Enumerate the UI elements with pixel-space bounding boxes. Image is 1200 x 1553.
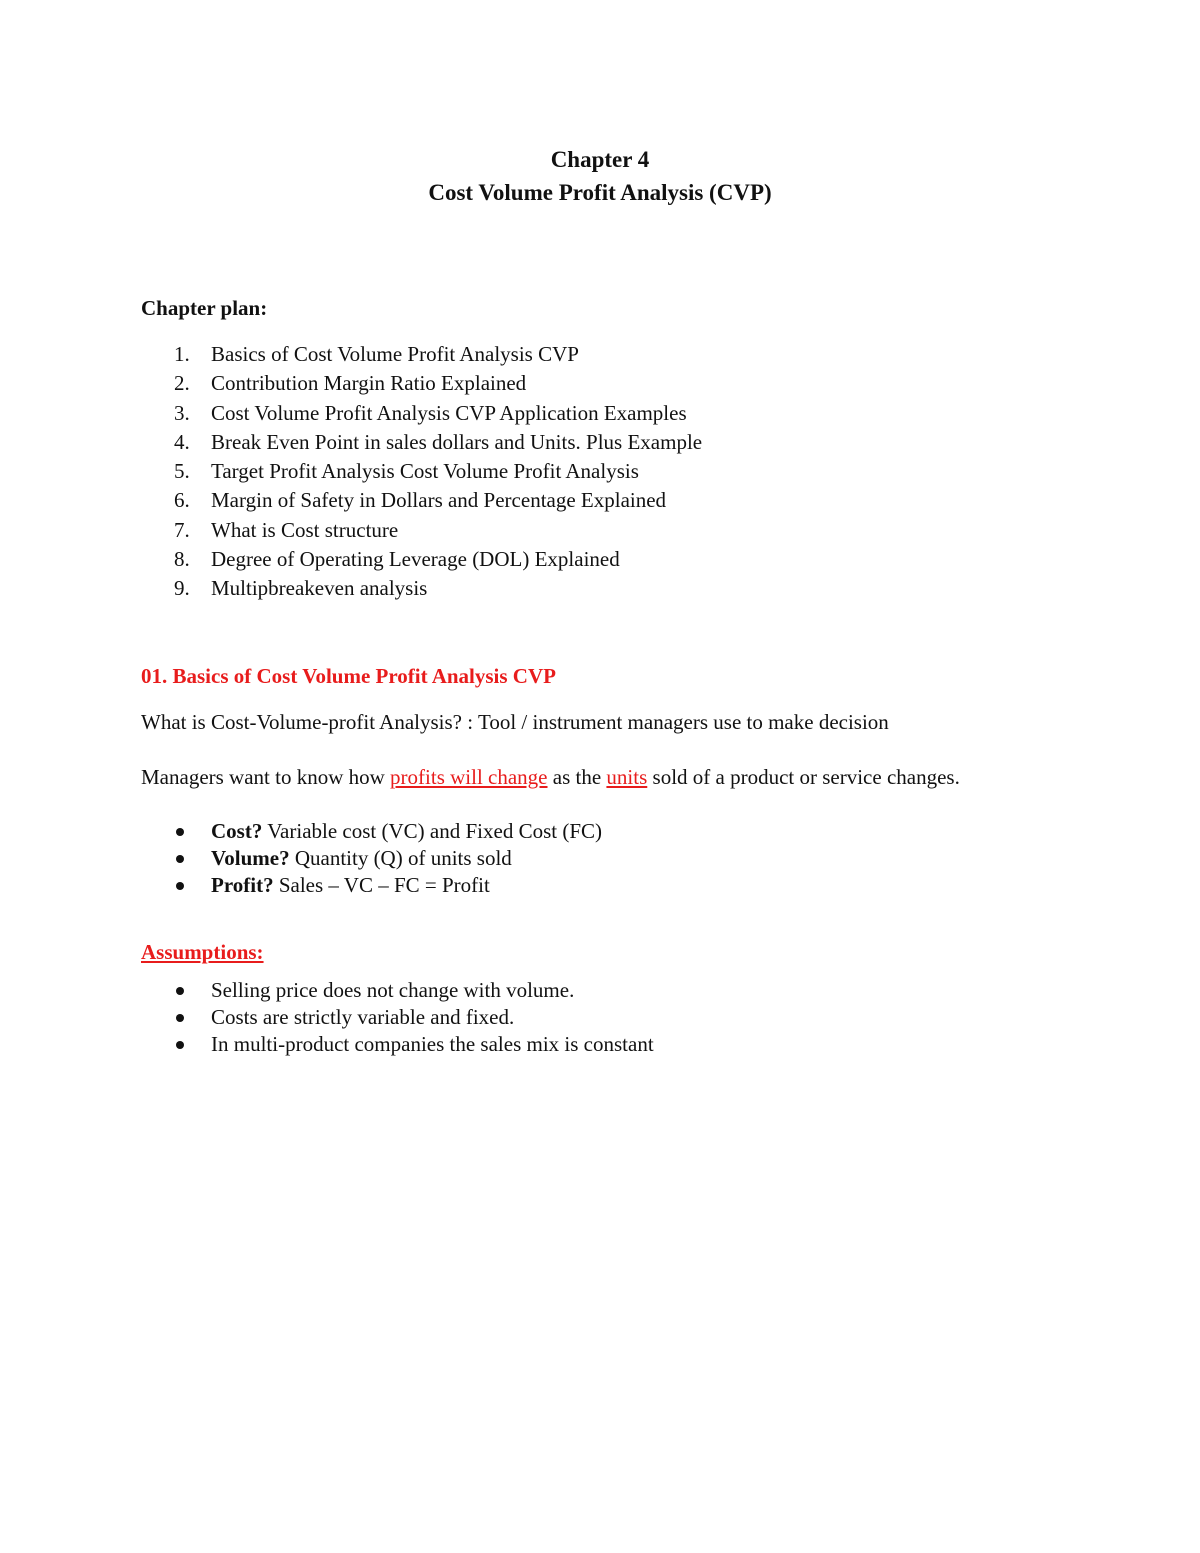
list-number: 5. xyxy=(174,459,190,484)
list-item xyxy=(141,486,702,515)
list-item xyxy=(141,574,702,603)
list-item xyxy=(141,399,702,428)
bullet-icon xyxy=(176,855,184,863)
list-number: 9. xyxy=(174,576,190,601)
paragraph-text: sold of a product or service changes. xyxy=(647,765,960,789)
bullet-icon xyxy=(176,987,184,995)
list-item xyxy=(141,428,702,457)
list-number: 8. xyxy=(174,547,190,572)
list-item-text: Multipbreakeven analysis xyxy=(211,576,428,601)
bullet-icon xyxy=(176,1014,184,1022)
bullet-text: Quantity (Q) of units sold xyxy=(289,846,512,870)
list-item xyxy=(141,369,702,398)
list-item-text: Contribution Margin Ratio Explained xyxy=(211,371,527,396)
chapter-plan-list xyxy=(141,340,702,604)
list-item-text: Margin of Safety in Dollars and Percentage Explained xyxy=(211,488,667,513)
list-item-text: What is Cost structure xyxy=(211,517,399,542)
chapter-title: Cost Volume Profit Analysis (CVP) xyxy=(428,180,772,205)
section-heading: 01. Basics of Cost Volume Profit Analysis CVP xyxy=(141,664,556,688)
managers-paragraph xyxy=(141,765,960,790)
list-item-text: Target Profit Analysis Cost Volume Profit Analysis xyxy=(211,459,639,484)
highlight-profits-will-change: profits will change xyxy=(390,765,548,789)
bullet-term: Profit? xyxy=(211,873,274,897)
definition-paragraph: What is Cost-Volume-profit Analysis? : Tool / instrument managers use to make decision xyxy=(141,710,889,734)
list-item xyxy=(141,1004,654,1031)
bullet-text: Selling price does not change with volume. xyxy=(211,978,575,1002)
list-item xyxy=(141,1031,654,1058)
list-item xyxy=(141,457,702,486)
chapter-number: Chapter 4 xyxy=(550,147,650,172)
list-item xyxy=(141,340,702,369)
list-item xyxy=(141,516,702,545)
list-item xyxy=(141,545,702,574)
assumptions-list xyxy=(141,977,654,1058)
bullet-term: Cost? xyxy=(211,819,263,843)
bullet-icon xyxy=(176,828,184,836)
paragraph-text: Managers want to know how xyxy=(141,765,391,789)
list-number: 1. xyxy=(174,342,190,366)
list-item xyxy=(141,872,602,899)
list-item-text: Break Even Point in sales dollars and Units. Plus Example xyxy=(211,429,703,454)
list-number: 7. xyxy=(174,517,190,542)
list-item xyxy=(141,845,602,872)
list-number: 4. xyxy=(174,429,190,454)
list-number: 2. xyxy=(174,371,190,396)
paragraph-text: as the xyxy=(547,765,607,789)
list-item xyxy=(141,977,654,1004)
list-item xyxy=(141,818,602,845)
highlight-units: units xyxy=(606,765,648,789)
bullet-icon xyxy=(176,882,184,890)
bullet-icon xyxy=(176,1041,184,1049)
list-number: 6. xyxy=(174,488,190,513)
list-number: 3. xyxy=(174,400,190,425)
list-item-text: Basics of Cost Volume Profit Analysis CVP xyxy=(211,342,579,366)
bullet-text: Sales – VC – FC = Profit xyxy=(273,873,490,897)
chapter-title-block xyxy=(0,143,1200,209)
bullet-text: Costs are strictly variable and fixed. xyxy=(211,1005,515,1029)
cvp-bullet-list xyxy=(141,818,602,899)
bullet-term: Volume? xyxy=(211,846,290,870)
assumptions-heading: Assumptions: xyxy=(141,940,264,964)
list-item-text: Degree of Operating Leverage (DOL) Explained xyxy=(211,547,620,572)
chapter-plan-heading: Chapter plan: xyxy=(141,296,268,320)
bullet-text: Variable cost (VC) and Fixed Cost (FC) xyxy=(262,819,603,843)
list-item-text: Cost Volume Profit Analysis CVP Application Examples xyxy=(211,400,687,425)
bullet-text: In multi-product companies the sales mix is constant xyxy=(211,1032,654,1056)
